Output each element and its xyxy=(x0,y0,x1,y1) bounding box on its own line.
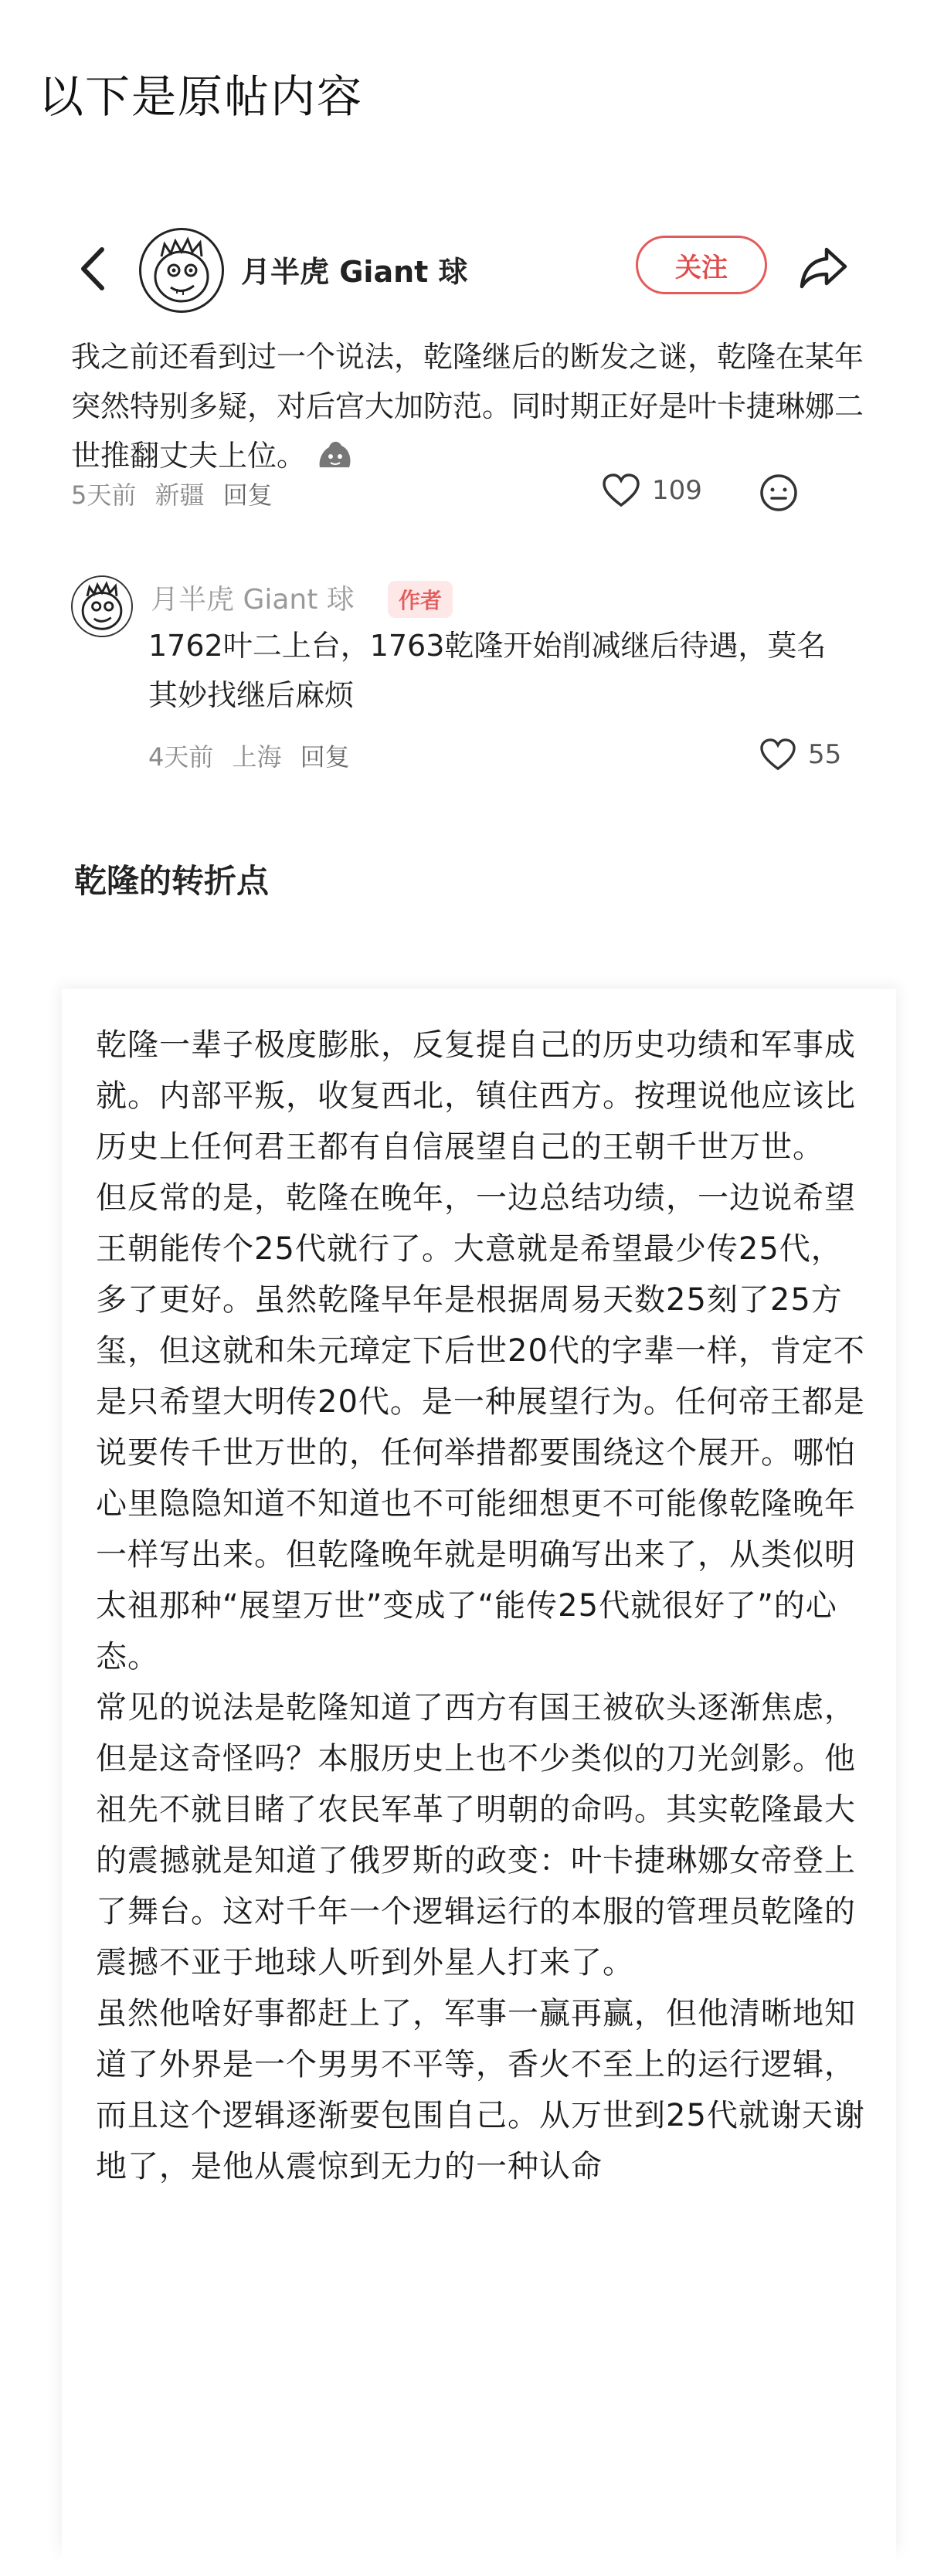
bottom-fade xyxy=(62,2425,896,2576)
article-paragraph: 乾隆一辈子极度膨胀，反复提自己的历史功绩和军事成就。内部平叛，收复西北，镇住西方。按理说他应该比历史上任何君王都有自信展望自己的王朝千世万世。 xyxy=(96,1027,856,1165)
comment-like-count: 109 xyxy=(652,475,702,506)
article-paragraph: 常见的说法是乾隆知道了西方有国王被砍头逐渐焦虑，但是这奇怪吗？本服历史上也不少类似的刀光剑影。他祖先不就目睹了农民军革了明朝的命吗。其实乾隆最大的震撼就是知道了俄罗斯的政变：叶卡捷琳娜女帝登上了舞台。这对千年一个逻辑运行的本服的管理员乾隆的震撼不亚于地球人听到外星人打来了。 xyxy=(96,1690,856,1980)
share-icon xyxy=(796,239,851,294)
reply-reply-button[interactable]: 回复 xyxy=(300,742,350,772)
article-body xyxy=(96,1020,868,2192)
comment-body: 我之前还看到过一个说法，乾隆继后的断发之谜，乾隆在某年突然特别多疑，对后宫大加防范。同时期正好是叶卡捷琳娜二世推翻丈夫上位。 xyxy=(71,340,864,473)
back-arrow-icon xyxy=(71,242,117,296)
reply-like-count: 55 xyxy=(808,739,842,770)
article-screenshot xyxy=(62,989,896,2549)
reply-like-button[interactable] xyxy=(759,738,841,772)
emoji-icon xyxy=(759,473,799,513)
comment-options-button[interactable] xyxy=(759,473,799,513)
emoji-sticker-icon xyxy=(315,436,354,473)
reply-user-name[interactable]: 月半虎 Giant 球 xyxy=(151,584,355,616)
heart-icon xyxy=(601,473,641,508)
comment-reply-button[interactable]: 回复 xyxy=(222,480,273,510)
comment-text xyxy=(71,332,867,480)
heart-icon xyxy=(759,738,797,772)
reply-meta xyxy=(148,738,361,773)
reply-avatar[interactable] xyxy=(71,575,133,637)
comment-like-button[interactable] xyxy=(601,473,702,508)
avatar[interactable] xyxy=(139,228,224,313)
author-badge: 作者 xyxy=(388,581,453,618)
share-button[interactable] xyxy=(796,239,851,294)
avatar-icon xyxy=(141,230,222,311)
follow-button[interactable]: 关注 xyxy=(636,236,767,294)
avatar-icon xyxy=(73,577,131,636)
comment-time: 5天前 xyxy=(71,480,137,510)
reply-text: 1762叶二上台，1763乾隆开始削减继后待遇，莫名其妙找继后麻烦 xyxy=(148,629,827,712)
user-name[interactable]: 月半虎 Giant 球 xyxy=(241,255,468,289)
section-title: 乾隆的转折点 xyxy=(74,862,270,900)
post-header xyxy=(0,228,927,313)
reply-time: 4天前 xyxy=(148,742,214,772)
back-button[interactable] xyxy=(71,242,117,296)
reply-location: 上海 xyxy=(232,742,282,772)
comment-location: 新疆 xyxy=(154,480,205,510)
article-paragraph: 虽然他啥好事都赶上了，军事一赢再赢，但他清晰地知道了外界是一个男男不平等，香火不至上的运行逻辑，而且这个逻辑逐渐要包围自己。从万世到25代就谢天谢地了，是他从震惊到无力的一种认命 xyxy=(96,1996,865,2184)
comment-meta xyxy=(71,476,284,511)
page-heading: 以下是原帖内容 xyxy=(39,70,364,123)
article-paragraph: 但反常的是，乾隆在晚年，一边总结功绩，一边说希望王朝能传个25代就行了。大意就是希望最少传25代，多了更好。虽然乾隆早年是根据周易天数25刻了25方玺，但这就和朱元璋定下后世20代的字辈一样，肯定不是只希望大明传20代。是一种展望行为。任何帝王都是说要传千世万世的，任何举措都要围绕这个展开。哪怕心里隐隐知道不知道也不可能细想更不可能像乾隆晚年一样写出来。但乾隆晚年就是明确写出来了，从类似明太祖那种“展望万世”变成了“能传25代就很好了”的心态。 xyxy=(96,1180,865,1675)
